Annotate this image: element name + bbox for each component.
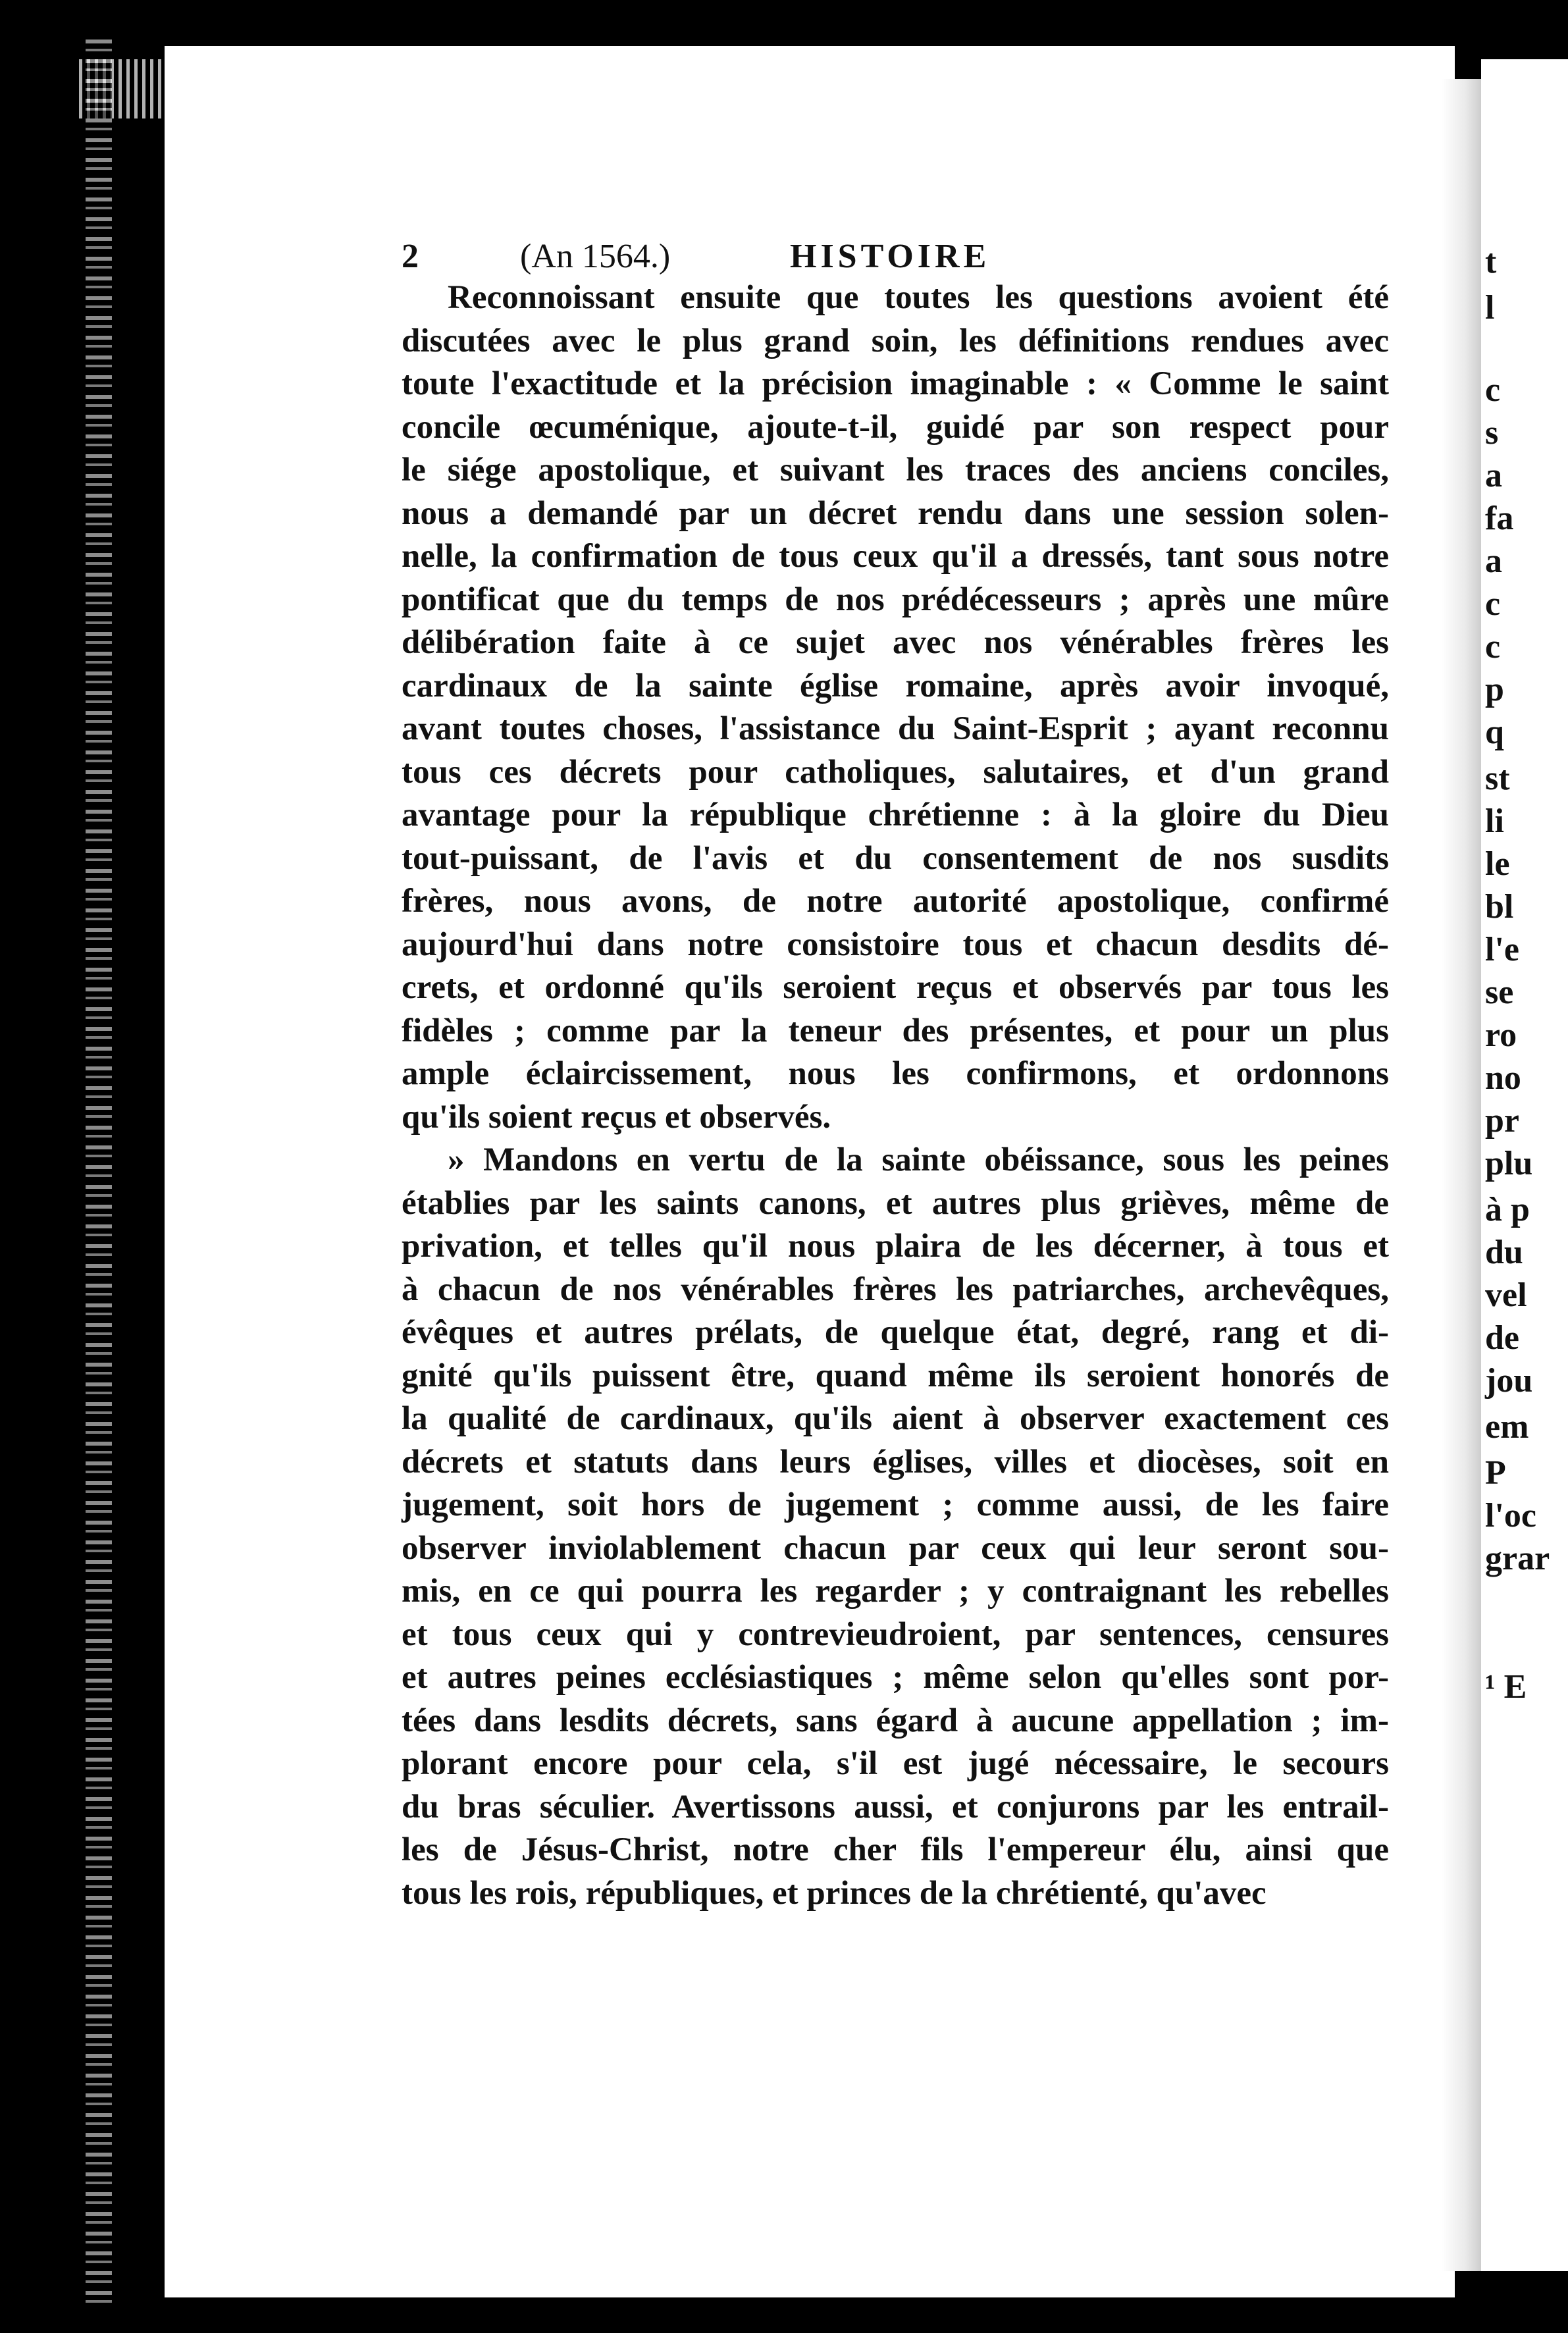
adjacent-page-fragment: no xyxy=(1485,1059,1521,1097)
adjacent-page-fragment: grar xyxy=(1485,1540,1550,1577)
text-line: établies par les saints canons, et autres plus grièves, même de xyxy=(402,1184,1389,1222)
adjacent-page-fragment: s xyxy=(1485,414,1499,452)
text-line: nous a demandé par un décret rendu dans une session solen- xyxy=(402,494,1389,532)
adjacent-page-fragment: à p xyxy=(1485,1191,1530,1228)
adjacent-page-fragment: t xyxy=(1485,243,1497,280)
text-line: du bras séculier. Avertissons aussi, et conjurons par les entrail- xyxy=(402,1788,1389,1825)
text-line: délibération faite à ce sujet avec nos vénérables frères les xyxy=(402,624,1389,661)
text-line: tous ces décrets pour catholiques, salutaires, et d'un grand xyxy=(402,753,1389,791)
text-line: la qualité de cardinaux, qu'ils aient à observer exactement ces xyxy=(402,1400,1389,1437)
text-line: privation, et telles qu'il nous plaira de les décerner, à tous et xyxy=(402,1228,1389,1265)
text-line: crets, et ordonné qu'ils seroient reçus et observés par tous les xyxy=(402,969,1389,1006)
text-line: qu'ils soient reçus et observés. xyxy=(402,1098,831,1136)
text-line: nelle, la confirmation de tous ceux qu'il a dressés, tant sous notre xyxy=(402,538,1389,575)
adjacent-page-fragment: se xyxy=(1485,974,1514,1011)
text-line: discutées avec le plus grand soin, les définitions rendues avec xyxy=(402,322,1389,359)
text-line: et autres peines ecclésiastiques ; même selon qu'elles sont por- xyxy=(402,1659,1389,1696)
adjacent-page-fragment: c xyxy=(1485,628,1501,666)
text-line: » Mandons en vertu de la sainte obéissance, sous les peines xyxy=(448,1141,1389,1178)
text-line: à chacun de nos vénérables frères les patriarches, archevêques, xyxy=(402,1271,1389,1308)
text-line: tous les rois, républiques, et princes de la chrétienté, qu'avec xyxy=(402,1874,1267,1912)
header-title: HISTOIRE xyxy=(790,238,991,275)
text-line: mis, en ce qui pourra les regarder ; y contraignant les rebelles xyxy=(402,1573,1389,1610)
adjacent-page-fragment: fa xyxy=(1485,500,1514,537)
text-line: gnité qu'ils puissent être, quand même ils seroient honorés de xyxy=(402,1357,1389,1394)
text-line: le siége apostolique, et suivant les traces des anciens conciles, xyxy=(402,452,1389,488)
adjacent-page-fragment: q xyxy=(1485,714,1504,751)
adjacent-page-fragment: P xyxy=(1485,1454,1506,1492)
adjacent-page-fragment: a xyxy=(1485,542,1502,580)
adjacent-page-fragment: st xyxy=(1485,760,1510,797)
adjacent-page-fragment: em xyxy=(1485,1408,1529,1446)
text-line: cardinaux de la sainte église romaine, après avoir invoqué, xyxy=(402,667,1389,704)
text-line: tées dans lesdits décrets, sans égard à aucune appellation ; im- xyxy=(402,1702,1389,1739)
text-line: plorant encore pour cela, s'il est jugé nécessaire, le secours xyxy=(402,1745,1389,1782)
adjacent-page-fragment: c xyxy=(1485,585,1501,623)
adjacent-page-fragment: bl xyxy=(1485,888,1514,926)
adjacent-page-fragment: de xyxy=(1485,1319,1519,1357)
text-line: observer inviolablement chacun par ceux qui leur seront sou- xyxy=(402,1529,1389,1567)
adjacent-page-fragment: l xyxy=(1485,289,1495,327)
text-line: toute l'exactitude et la précision imaginable : « Comme le saint xyxy=(402,365,1389,402)
text-line: et tous ceux qui y contrevieudroient, par sentences, censures xyxy=(402,1615,1389,1653)
binding-gutter xyxy=(86,39,112,2304)
text-line: avant toutes choses, l'assistance du Saint-Esprit ; ayant reconnu xyxy=(402,710,1389,747)
adjacent-page-fragment: l'oc xyxy=(1485,1497,1536,1534)
adjacent-page-fragment: pr xyxy=(1485,1102,1519,1140)
adjacent-page-fragment: a xyxy=(1485,457,1502,494)
page-body xyxy=(402,276,1389,1915)
page-number: 2 xyxy=(402,238,419,275)
text-line: concile œcuménique, ajoute-t-il, guidé par son respect pour xyxy=(402,408,1389,446)
adjacent-page-fragment: ¹ E xyxy=(1485,1668,1527,1706)
text-line: Reconnoissant ensuite que toutes les questions avoient été xyxy=(448,279,1389,316)
adjacent-page-fragment: l'e xyxy=(1485,931,1519,968)
adjacent-page-fragment: ro xyxy=(1485,1016,1517,1054)
text-line: fidèles ; comme par la teneur des présentes, et pour un plus xyxy=(402,1012,1389,1049)
text-line: ample éclaircissement, nous les confirmons, et ordonnons xyxy=(402,1055,1389,1092)
adjacent-page-fragment: du xyxy=(1485,1234,1523,1271)
text-line: pontificat que du temps de nos prédécesseurs ; après une mûre xyxy=(402,581,1389,618)
adjacent-page-fragment: plu xyxy=(1485,1145,1533,1182)
text-line: aujourd'hui dans notre consistoire tous et chacun desdits dé- xyxy=(402,926,1389,963)
text-line: avantage pour la république chrétienne : à la gloire du Dieu xyxy=(402,797,1389,833)
adjacent-page-fragment: p xyxy=(1485,671,1504,708)
header-date: (An 1564.) xyxy=(520,238,671,275)
adjacent-page-fragment: le xyxy=(1485,845,1510,883)
text-line: évêques et autres prélats, de quelque état, degré, rang et di- xyxy=(402,1314,1389,1351)
text-line: décrets et statuts dans leurs églises, villes et diocèses, soit en xyxy=(402,1443,1389,1481)
adjacent-page-fragment: c xyxy=(1485,371,1501,409)
text-line: frères, nous avons, de notre autorité apostolique, confirmé xyxy=(402,883,1389,920)
adjacent-page-edge xyxy=(1481,59,1568,2271)
adjacent-page-fragment: li xyxy=(1485,802,1504,840)
text-line: les de Jésus-Christ, notre cher fils l'empereur élu, ainsi que xyxy=(402,1831,1389,1868)
adjacent-page-fragment: vel xyxy=(1485,1276,1527,1314)
text-line: jugement, soit hors de jugement ; comme aussi, de les faire xyxy=(402,1486,1389,1523)
text-line: tout-puissant, de l'avis et du consentement de nos susdits xyxy=(402,839,1389,877)
adjacent-page-fragment: jou xyxy=(1485,1362,1533,1400)
